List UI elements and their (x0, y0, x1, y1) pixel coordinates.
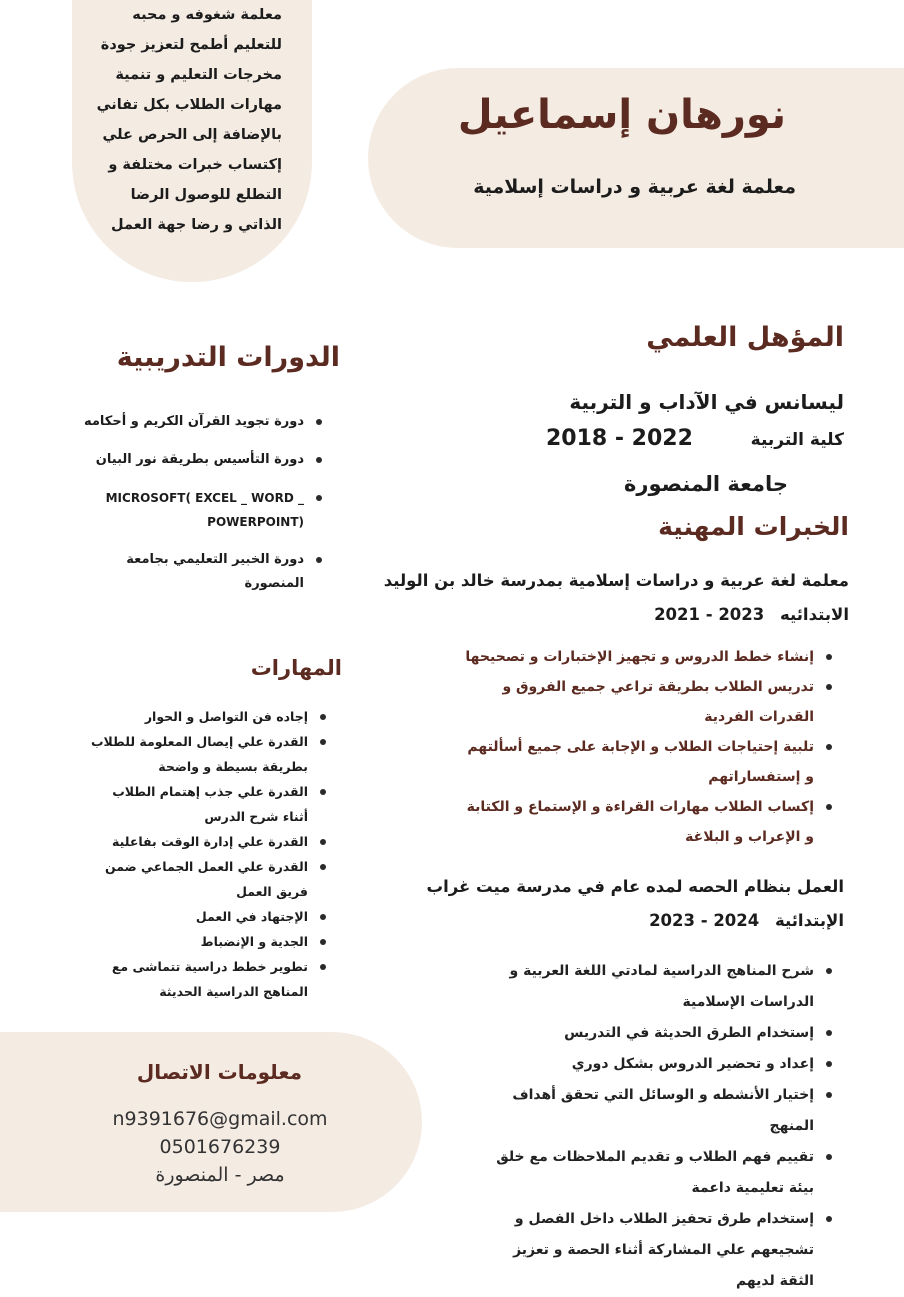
candidate-name: نورهان إسماعيل (457, 92, 786, 138)
list-item: إنشاء خطط الدروس و تجهيز الإختبارات و تصحيحها (456, 642, 836, 672)
list-item: تقييم فهم الطلاب و تقديم الملاحظات مع خلق بيئة تعليمية داعمة (476, 1142, 836, 1204)
job-stage: الابتدائيه (780, 605, 849, 624)
education-degree: ليسانس في الآداب و التربية (569, 390, 844, 414)
list-item: إعداد و تحضير الدروس بشكل دوري (476, 1049, 836, 1080)
list-item: تلبية إحتياجات الطلاب و الإجابة على جميع أسألتهم و إستفساراتهم (456, 732, 836, 792)
about-text: معلمة شغوفه و محبه للتعليم أطمح لتعزيز جودة مخرجات التعليم و تنمية مهارات الطلاب بكل تفاني بالإضافة إلى الحرص علي إكتساب خبرات مختلفة و التطلع للوصول الرضا الذاتي و رضا جهة العمل (96, 7, 282, 233)
candidate-title: معلمة لغة عربية و دراسات إسلامية (473, 176, 796, 198)
courses-list (76, 410, 326, 610)
list-item: إجاده فن التواصل و الحوار (90, 704, 330, 729)
list-item: إستخدام الطرق الحديثة في التدريس (476, 1018, 836, 1049)
education-university: جامعة المنصورة (623, 472, 788, 496)
education-faculty: كلية التربية (750, 430, 844, 450)
experience-heading: الخبرات المهنية (658, 512, 849, 541)
list-item: القدرة علي جذب إهتمام الطلاب أثناء شرح الدرس (90, 779, 330, 829)
skills-list (90, 704, 330, 1004)
education-heading: المؤهل العلمي (646, 322, 844, 353)
education-years: 2018 - 2022 (546, 426, 693, 451)
list-item: القدرة علي العمل الجماعي ضمن فريق العمل (90, 854, 330, 904)
list-item: إستخدام طرق تحفيز الطلاب داخل الفصل و تشجيعهم علي المشاركة أثناء الحصة و تعزيز الثقة لديهم (476, 1204, 836, 1297)
list-item: القدرة علي إدارة الوقت بفاعلية (90, 829, 330, 854)
list-item: تطوير خطط دراسية تتماشى مع المناهج الدراسية الحديثة (90, 954, 330, 1004)
list-item: دورة الخبير التعليمي بجامعة المنصورة (76, 548, 326, 596)
list-item: دورة تجويد القرآن الكريم و أحكامه (76, 410, 326, 434)
list-item: تدريس الطلاب بطريقة تراعي جميع الفروق و القدرات الفردية (456, 672, 836, 732)
job-duties-list (456, 642, 836, 852)
courses-heading: الدورات التدريبية (116, 342, 340, 373)
list-item: القدرة علي إيصال المعلومة للطلاب بطريقة بسيطة و واضحة (90, 729, 330, 779)
job-title: العمل بنظام الحصه لمده عام في مدرسة ميت غراب (426, 877, 844, 896)
list-item: دورة التأسيس بطريقة نور البيان (76, 448, 326, 472)
job-dates: 2021 - 2023 (654, 605, 765, 624)
job-stage: الإبتدائية (775, 911, 844, 930)
job-duties-list (476, 956, 836, 1297)
list-item: MICROSOFT( EXCEL _ WORD _ POWERPOINT) (76, 486, 326, 534)
job-meta (654, 598, 849, 632)
list-item: شرح المناهج الدراسية لمادتي اللغة العربية و الدراسات الإسلامية (476, 956, 836, 1018)
contact-phone[interactable]: 0501676239 (159, 1136, 281, 1158)
contact-email[interactable]: n9391676@gmail.com (112, 1108, 328, 1130)
job-dates: 2023 - 2024 (649, 911, 760, 930)
contact-heading: معلومات الاتصال (136, 1060, 302, 1084)
skills-heading: المهارات (250, 656, 342, 680)
list-item: إكساب الطلاب مهارات القراءة و الإستماع و الكتابة و الإعراب و البلاغة (456, 792, 836, 852)
job-meta (649, 904, 844, 938)
list-item: الإجتهاد في العمل (90, 904, 330, 929)
job-title: معلمة لغة عربية و دراسات إسلامية بمدرسة خالد بن الوليد (383, 571, 849, 590)
list-item: إختيار الأنشطه و الوسائل التي تحقق أهداف المنهج (476, 1080, 836, 1142)
list-item: الجدية و الإنضباط (90, 929, 330, 954)
contact-location: مصر - المنصورة (155, 1164, 285, 1186)
